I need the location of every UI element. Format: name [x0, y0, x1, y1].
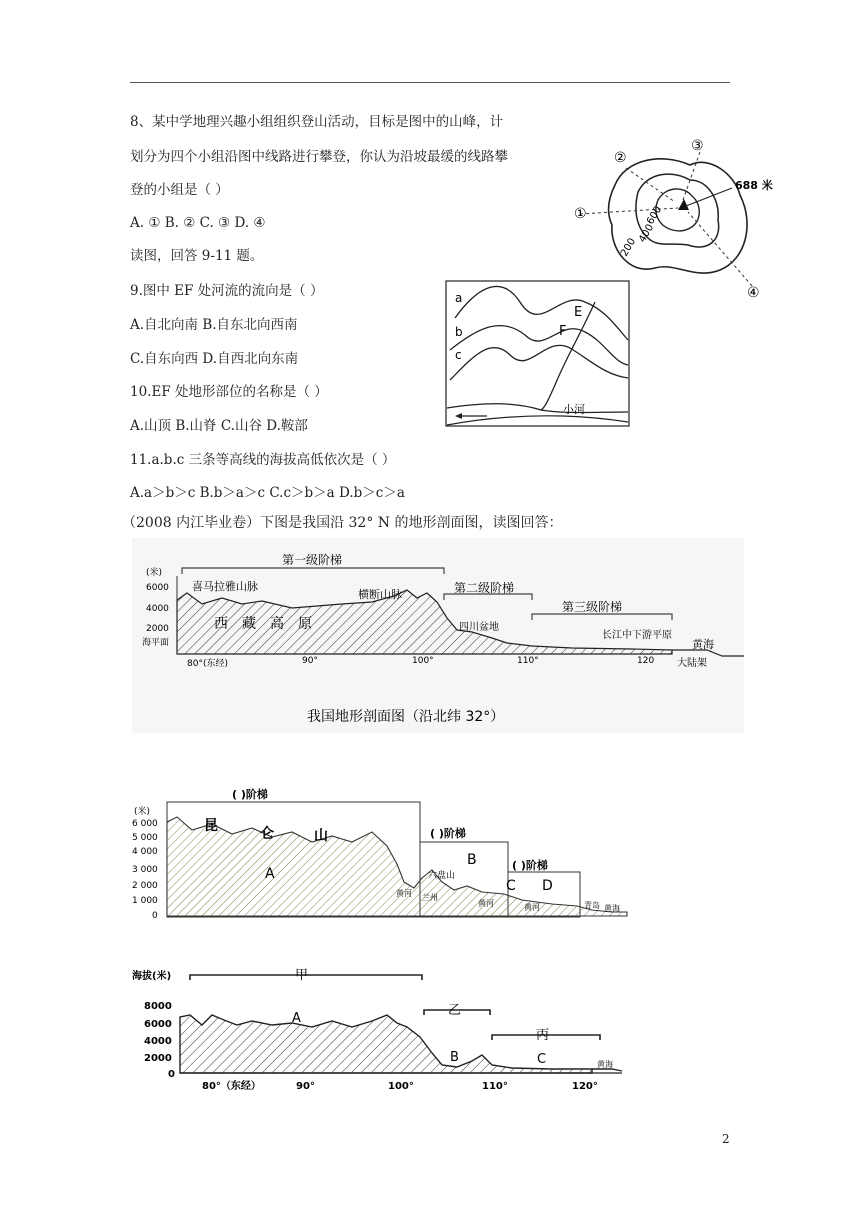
- p2-step-2: ( )阶梯: [430, 827, 466, 840]
- intro-9-11: 读图，回答 9-11 题。: [130, 248, 264, 264]
- profile-figure-3: [132, 965, 627, 1095]
- axis-tick-label: 1 000: [132, 896, 158, 906]
- p2-unit: (米): [134, 807, 151, 817]
- p3-label-c: C: [537, 1052, 547, 1067]
- axis-tick-label: 6000: [144, 1019, 172, 1030]
- p2-step-3: ( )阶梯: [512, 859, 548, 872]
- contour-600-label: 600: [645, 204, 665, 227]
- axis-tick-label: 2000: [146, 624, 169, 634]
- axis-tick-label: 海平面: [142, 638, 170, 648]
- peak-elevation: 688 米: [735, 179, 773, 192]
- axis-tick-label: 8000: [144, 1001, 172, 1012]
- p2-label-lun: 仑: [260, 826, 274, 842]
- p2-label-qingdao: 青岛: [584, 901, 600, 910]
- contour-map-figure: [560, 130, 800, 305]
- profile-figure-2: [132, 782, 632, 922]
- contour-400-label: 400: [637, 222, 657, 245]
- q9-options-cd: C.自东向西 D.自西北向东南: [130, 351, 299, 367]
- p1-x-120: 120: [637, 656, 655, 666]
- q11-options: A.a＞b＞c B.b＞a＞c C.c＞b＞a D.b＞c＞a: [130, 485, 405, 501]
- axis-tick-label: 2 000: [132, 881, 158, 891]
- p1-label-shelf: 大陆架: [677, 658, 707, 669]
- route-1-label: ①: [574, 206, 587, 222]
- route-3-label: ③: [691, 138, 704, 154]
- p1-caption: 我国地形剖面图（沿北纬 32°）: [307, 709, 505, 725]
- axis-tick-label: 5 000: [132, 833, 158, 843]
- header-rule: [130, 82, 730, 83]
- p1-x-80: 80°(东经): [187, 659, 228, 669]
- label-e: E: [574, 305, 583, 320]
- contour-200-label: 200: [619, 236, 639, 259]
- q8-line2: 划分为四个小组沿图中线路进行攀登，你认为沿坡最缓的线路攀: [130, 149, 508, 165]
- label-f: F: [559, 324, 567, 339]
- label-river: 小河: [563, 403, 585, 416]
- p3-x-80: 80°（东经）: [202, 1081, 261, 1092]
- p1-x-110: 110°: [517, 656, 539, 666]
- route-4-label: ④: [747, 285, 760, 301]
- p3-step-jia: 甲: [295, 968, 309, 983]
- route-2-line: [626, 168, 675, 202]
- p3-step-bing: 丙: [536, 1028, 550, 1043]
- label-b: b: [455, 325, 463, 339]
- axis-tick-label: 3 000: [132, 865, 158, 875]
- label-a: a: [455, 291, 463, 305]
- q8-line1: 8、某中学地理兴趣小组组织登山活动，目标是图中的山峰，计: [130, 114, 504, 130]
- p1-label-yellowsea: 黄海: [692, 638, 714, 651]
- axis-tick-label: 0: [152, 911, 158, 921]
- p3-step-yi: 乙: [448, 1003, 462, 1018]
- p2-label-a: A: [265, 866, 275, 882]
- q8-options: A. ① B. ② C. ③ D. ④: [130, 215, 266, 231]
- step-1-label: 第一级阶梯: [282, 553, 343, 567]
- axis-tick-label: 4000: [146, 604, 169, 614]
- q8-line3: 登的小组是（ ）: [130, 182, 229, 198]
- p3-ylabel: 海拔(米): [132, 971, 172, 982]
- p1-label-hengduan: 横断山脉: [358, 588, 402, 601]
- peak-triangle: [678, 199, 689, 210]
- q10-stem: 10.EF 处地形部位的名称是（ ）: [130, 384, 328, 400]
- q11-stem: 11.a.b.c 三条等高线的海拔高低依次是（ ）: [130, 452, 396, 468]
- p3-label-huanghai: 黄海: [597, 1060, 613, 1069]
- p3-x-90: 90°: [296, 1081, 315, 1092]
- p2-label-c: C: [506, 878, 516, 894]
- p2-label-huanghai: 黄海: [604, 904, 620, 913]
- q9-options-ab: A.自北向南 B.自东北向西南: [130, 317, 298, 333]
- step-2-label: 第二级阶梯: [454, 581, 515, 595]
- p3-label-b: B: [450, 1050, 459, 1065]
- p2-label-kun: 昆: [204, 818, 218, 834]
- q10-options: A.山顶 B.山脊 C.山谷 D.鞍部: [130, 418, 308, 434]
- p2-label-huanghe-3: 黄河: [524, 903, 540, 912]
- axis-tick-label: 0: [168, 1069, 175, 1080]
- p3-x-100: 100°: [388, 1081, 414, 1092]
- p2-terrain: [167, 817, 627, 916]
- p3-x-120: 120°: [572, 1081, 598, 1092]
- step-3-label: 第三级阶梯: [562, 600, 623, 614]
- p3-terrain: [180, 1015, 592, 1073]
- ef-contour-map: [445, 280, 633, 430]
- route-3-line: [683, 152, 700, 200]
- p2-label-huanghe-1: 黄河: [396, 889, 412, 898]
- p1-x-90: 90°: [302, 656, 318, 666]
- p2-label-liupan: 六盘山: [428, 871, 456, 881]
- profile-figure-1: [132, 538, 744, 733]
- section-intro: （2008 内江毕业卷）下图是我国沿 32° N 的地形剖面图，读图回答：: [122, 515, 563, 531]
- p2-label-d: D: [542, 878, 553, 894]
- p2-label-shan: 山: [314, 828, 328, 844]
- page-number: 2: [722, 1132, 730, 1146]
- axis-tick-label: 4000: [144, 1036, 172, 1047]
- label-c: c: [455, 348, 462, 362]
- p1-label-plateau: 西藏高原: [214, 616, 326, 632]
- p3-label-a: A: [292, 1011, 301, 1026]
- p1-unit: (米): [146, 568, 163, 578]
- axis-tick-label: 2000: [144, 1053, 172, 1064]
- q9-stem: 9.图中 EF 处河流的流向是（ ）: [130, 283, 324, 299]
- axis-tick-label: 6 000: [132, 819, 158, 829]
- p1-x-100: 100°: [412, 656, 434, 666]
- route-2-label: ②: [614, 150, 627, 166]
- p1-label-sichuan: 四川盆地: [459, 622, 499, 633]
- p3-x-110: 110°: [482, 1081, 508, 1092]
- p1-label-plain: 长江中下游平原: [602, 630, 672, 641]
- p2-step-1: ( )阶梯: [232, 788, 268, 801]
- p2-label-b: B: [467, 852, 477, 868]
- p1-label-himalaya: 喜马拉雅山脉: [192, 580, 258, 593]
- axis-tick-label: 6000: [146, 583, 169, 593]
- p2-label-huanghe-2: 黄河: [478, 899, 494, 908]
- axis-tick-label: 4 000: [132, 847, 158, 857]
- p2-label-lanzhou: 兰州: [422, 893, 438, 902]
